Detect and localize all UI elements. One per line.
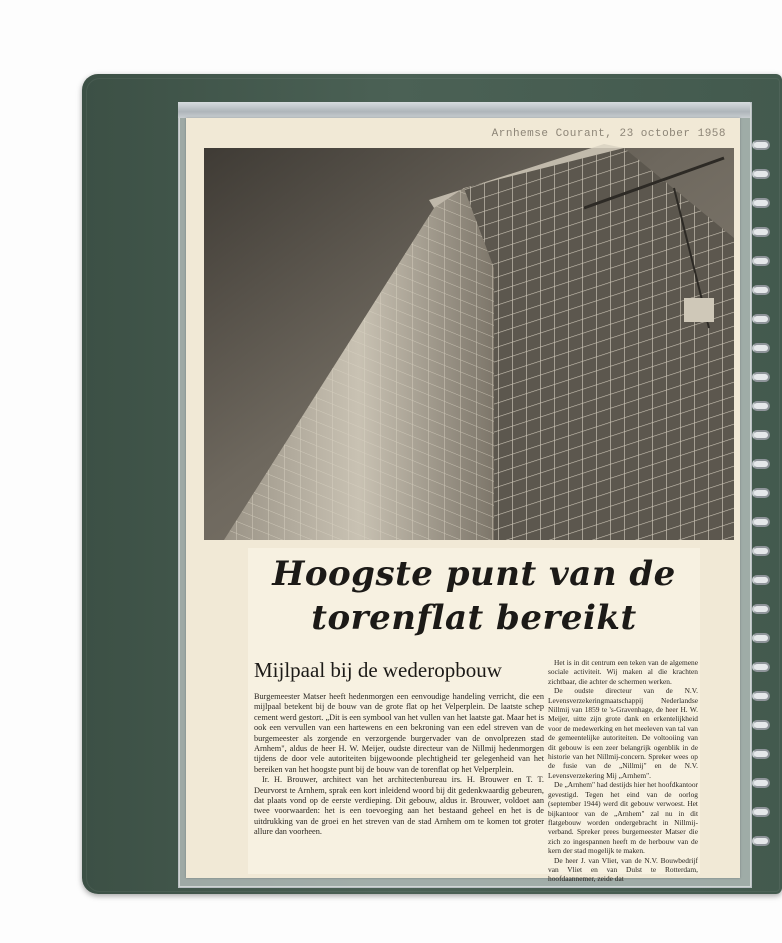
binder-ring xyxy=(752,459,770,469)
article-subheadline: Mijlpaal bij de wederopbouw xyxy=(254,658,502,682)
paragraph: De oudste directeur van de N.V. Levensverzekeringmaatschappij Nederlandse Nillmij van 1859 te 's-Gravenhage, de heer H. W. Meijer, uitte zijn grote dank en erkentelijkheid voor de medewerking en het meeleven van tal van de gemeentelijke autoriteiten. De voltooiing van dit gebouw is een zeer belangrijk ogenblik in de historie van het Nillmij-concern. Spreker wees op de fusie van de „Nillmij" en de N.V. Levensverzekering Mij „Arnhem". xyxy=(548,686,698,780)
article-body-left xyxy=(254,692,544,870)
binder-ring xyxy=(752,169,770,179)
binder-ring xyxy=(752,691,770,701)
binder-ring xyxy=(752,227,770,237)
binder-ring xyxy=(752,546,770,556)
binder-ring xyxy=(752,720,770,730)
binder-ring xyxy=(752,807,770,817)
paragraph: De heer J. van Vliet, van de N.V. Bouwbedrijf van Vliet en van Dulst te Rotterdam, hoofdaannemer, zeide dat xyxy=(548,855,698,884)
binder-ring xyxy=(752,517,770,527)
binder-rings xyxy=(752,140,772,880)
binder-ring xyxy=(752,285,770,295)
article-headline xyxy=(248,552,700,640)
binder-ring xyxy=(752,836,770,846)
binder-ring xyxy=(752,401,770,411)
binder-ring xyxy=(752,198,770,208)
binder-ring xyxy=(752,575,770,585)
source-caption: Arnhemse Courant, 23 october 1958 xyxy=(491,128,726,140)
binder-ring xyxy=(752,662,770,672)
binder-ring xyxy=(752,488,770,498)
binder-ring xyxy=(752,749,770,759)
binder-ring xyxy=(752,604,770,614)
article-body-right xyxy=(548,658,698,884)
scrapbook-page xyxy=(186,118,740,884)
binder-ring xyxy=(752,343,770,353)
paragraph: Het is in dit centrum een teken van de algemene sociale activiteit. Wij maken al die krachten zichtbaar, die achter de schermen werken. xyxy=(548,658,698,686)
construction-photo xyxy=(204,148,734,540)
paragraph: Ir. H. Brouwer, architect van het architectenbureau irs. H. Brouwer en T. T. Deurvorst te Arnhem, sprak een kort inleidend woord bij dit gedenkwaardig gebeuren, dat plaats vond op de eerste verdieping. Dit gebouw, aldus ir. Brouwer, voldoet aan twee voorwaarden: het is een toevoeging aan het bestaand geheel en het is de uitdrukking van de groei en het streven van de stad Arnhem om te komen tot groter allure dan voorheen. xyxy=(254,775,544,837)
binder-ring xyxy=(752,633,770,643)
binder-ring xyxy=(752,778,770,788)
paragraph: De „Arnhem" had destijds hier het hoofdkantoor gevestigd. Tegen het eind van de oorlog (september 1944) werd dit gebouw verwoest. Het bijkantoor van de „Arnhem" zal nu in dit flatgebouw worden ondergebracht in Nillmij-verband. Spreker prees burgemeester Matser die zich zo ingespannen heeft m de herbouw van de kern der stad mogelijk te maken. xyxy=(548,780,698,856)
binder-ring xyxy=(752,430,770,440)
article-clipping xyxy=(248,548,700,884)
scaffolding-image xyxy=(204,148,734,540)
headline-line-1: Hoogste punt van de xyxy=(272,554,676,594)
binder-ring xyxy=(752,314,770,324)
sleeve-top-edge xyxy=(178,102,750,118)
paragraph: Burgemeester Matser heeft hedenmorgen een eenvoudige handeling verricht, die een mijlpaal betekent bij de bouw van de grote flat op het Velperplein. De laatste schep cement werd gestort. „Dit is een symbool van het vullen van het laatste gat. Maar het is ook een vervullen van een hartewens en een bekroning van een edel streven van de burgemeester als zorgende en verzorgende burgervader van de onvolprezen stad Arnhem", aldus de heer H. W. Meijer, oudste directeur van de Nillmij hedenmorgen tijdens de door vele autoriteiten bijgewoonde plechtigheid ter gelegenheid van het bereiken van het hoogste punt bij de bouw van de torenflat op het Velperplein. xyxy=(254,692,544,774)
binder-ring xyxy=(752,140,770,150)
binder-ring xyxy=(752,372,770,382)
headline-line-2: torenflat bereikt xyxy=(311,598,637,638)
binder-ring xyxy=(752,256,770,266)
